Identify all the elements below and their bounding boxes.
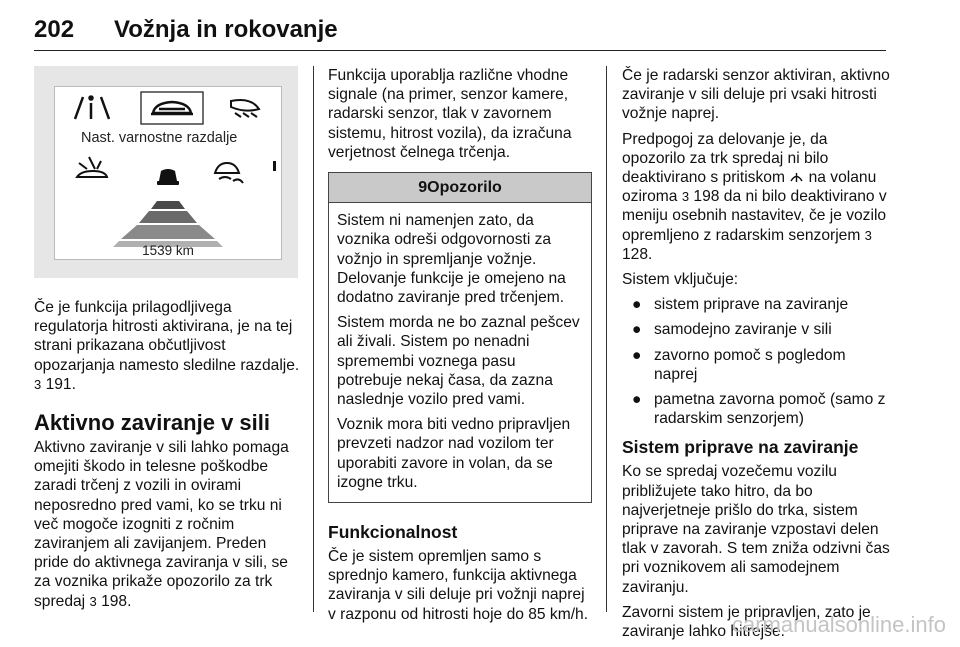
- column-divider: [606, 66, 607, 612]
- warning-paragraph: Sistem morda ne bo zaznal pešcev ali živali. Sistem po nenadni spremembi voznega pasu potrebuje nekaj časa, da zazna naslednje vozilo pred vami.: [337, 314, 580, 409]
- list-item: ● pametna zavorna pomoč (samo z radarskim senzorjem): [632, 391, 886, 428]
- vehicle-front-icon: [151, 102, 193, 114]
- paragraph: Predpogoj za delovanje je, da opozorilo za trk spredaj ni bilo deaktivirano s pritiskom na volanu oziroma 3 198 da ni bilo deaktivirano v meniju osebnih nastavitev, če je vozilo opremljeno z radarskim senzorjem 3 128.: [622, 130, 887, 263]
- page-ref-arrow: 3: [681, 189, 690, 205]
- display-figure: [34, 66, 298, 278]
- section-heading: Funkcionalnost: [328, 522, 458, 543]
- paragraph: Zavorni sistem je pripravljen, zato je zaviranje lahko hitrejše.: [622, 603, 871, 641]
- intro-paragraph: Funkcija uporablja različne vhodne signale (na primer, senzor kamere, radarski senzor, tlak v zavornem sistemu, hitrost vozila), da izračuna verjetnost čelnega trčenja.: [328, 67, 572, 161]
- page-ref-arrow: 3: [864, 227, 872, 243]
- intro-paragraph: Če je funkcija prilagodljivega regulatorja hitrosti aktivirana, je na tej strani prikazana občutljivost opozarjanja namesto sledilne razdalje. 3 191.: [34, 299, 300, 393]
- odometer-reading: 1539 km: [142, 243, 194, 258]
- list-item: ● zavorno pomoč s pogledom naprej: [632, 346, 846, 383]
- section-heading: Aktivno zaviranje v sili: [34, 410, 270, 436]
- column-right: [622, 66, 890, 647]
- page-number: 202: [34, 16, 75, 43]
- distance-zones: [113, 201, 223, 247]
- steering-button-icon: [789, 169, 808, 186]
- warning-title: Opozorilo: [427, 179, 502, 197]
- warning-box: [328, 172, 592, 503]
- paragraph: Če je radarski senzor aktiviran, aktivno zaviranje v sili deluje pri vsaki hitrosti vožnje naprej.: [622, 67, 890, 123]
- page-ref-arrow: 3: [34, 376, 42, 392]
- page-ref-arrow: 3: [89, 593, 97, 609]
- section-body: Če je sistem opremljen samo s sprednjo kamero, funkcija aktivnega zaviranja v sili deluje pri vožnji naprej v razponu od hitrosti hoje do 85 km/h.: [328, 548, 589, 623]
- chapter-title: Vožnja in rokovanje: [114, 16, 338, 43]
- column-left: [34, 66, 300, 617]
- list-intro: Sistem vključuje:: [622, 271, 739, 289]
- collision-alert-icon: [77, 157, 107, 177]
- instrument-display: [54, 86, 282, 260]
- column-divider: [313, 66, 314, 612]
- list-item: ● samodejno zaviranje v sili: [632, 321, 832, 339]
- paragraph: Ko se spredaj vozečemu vozilu približujete tako hitro, da bo najverjetneje prišlo do trka, sistem priprave na zaviranje vzpostavi delen tlak v zavorah. S tem zniža odzivni čas pri voznikovem ali samodejnem zaviranju.: [622, 463, 890, 596]
- warning-paragraph: Voznik mora biti vedno pripravljen prevzeti nadzor nad vozilom ter uporabiti zavore in volan, da se izogne trku.: [337, 416, 571, 491]
- headlight-icon: [231, 100, 259, 117]
- vehicle-ahead-icon: [157, 169, 179, 185]
- display-graphic: [55, 87, 281, 259]
- side-marker: [273, 161, 276, 171]
- warning-header: [329, 173, 591, 203]
- brake-assist-icon: [215, 163, 243, 183]
- road-lane-icon: [75, 97, 109, 120]
- warning-icon: 9: [418, 179, 428, 197]
- section-body: Aktivno zaviranje v sili lahko pomaga omejiti škodo in telesne poškodbe zaradi trčenj z vozili in ovirami neposredno pred vami, ko se trku ni več mogoče izogniti z ročnim zaviranjem ali zavijanjem. Preden pride do aktivnega zaviranja v sili, se za voznika prikaže opozorilo za trk spredaj 3 198.: [34, 439, 289, 610]
- column-middle: [328, 66, 592, 630]
- warning-body: [329, 203, 591, 502]
- warning-paragraph: Sistem ni namenjen zato, da voznika odreši odgovornosti za vožnjo in spremljanje vožnje. Delovanje funkcije je omejeno na dodatno zaviranje pred trčenjem.: [337, 212, 566, 307]
- display-title: Nast. varnostne razdalje: [81, 130, 238, 146]
- list-item: ● sistem priprave na zaviranje: [632, 296, 849, 314]
- page-header: [34, 14, 886, 51]
- section-heading: Sistem priprave na zaviranje: [622, 437, 859, 458]
- watermark: carmanualsonline.info: [731, 612, 946, 637]
- feature-list: [622, 295, 890, 428]
